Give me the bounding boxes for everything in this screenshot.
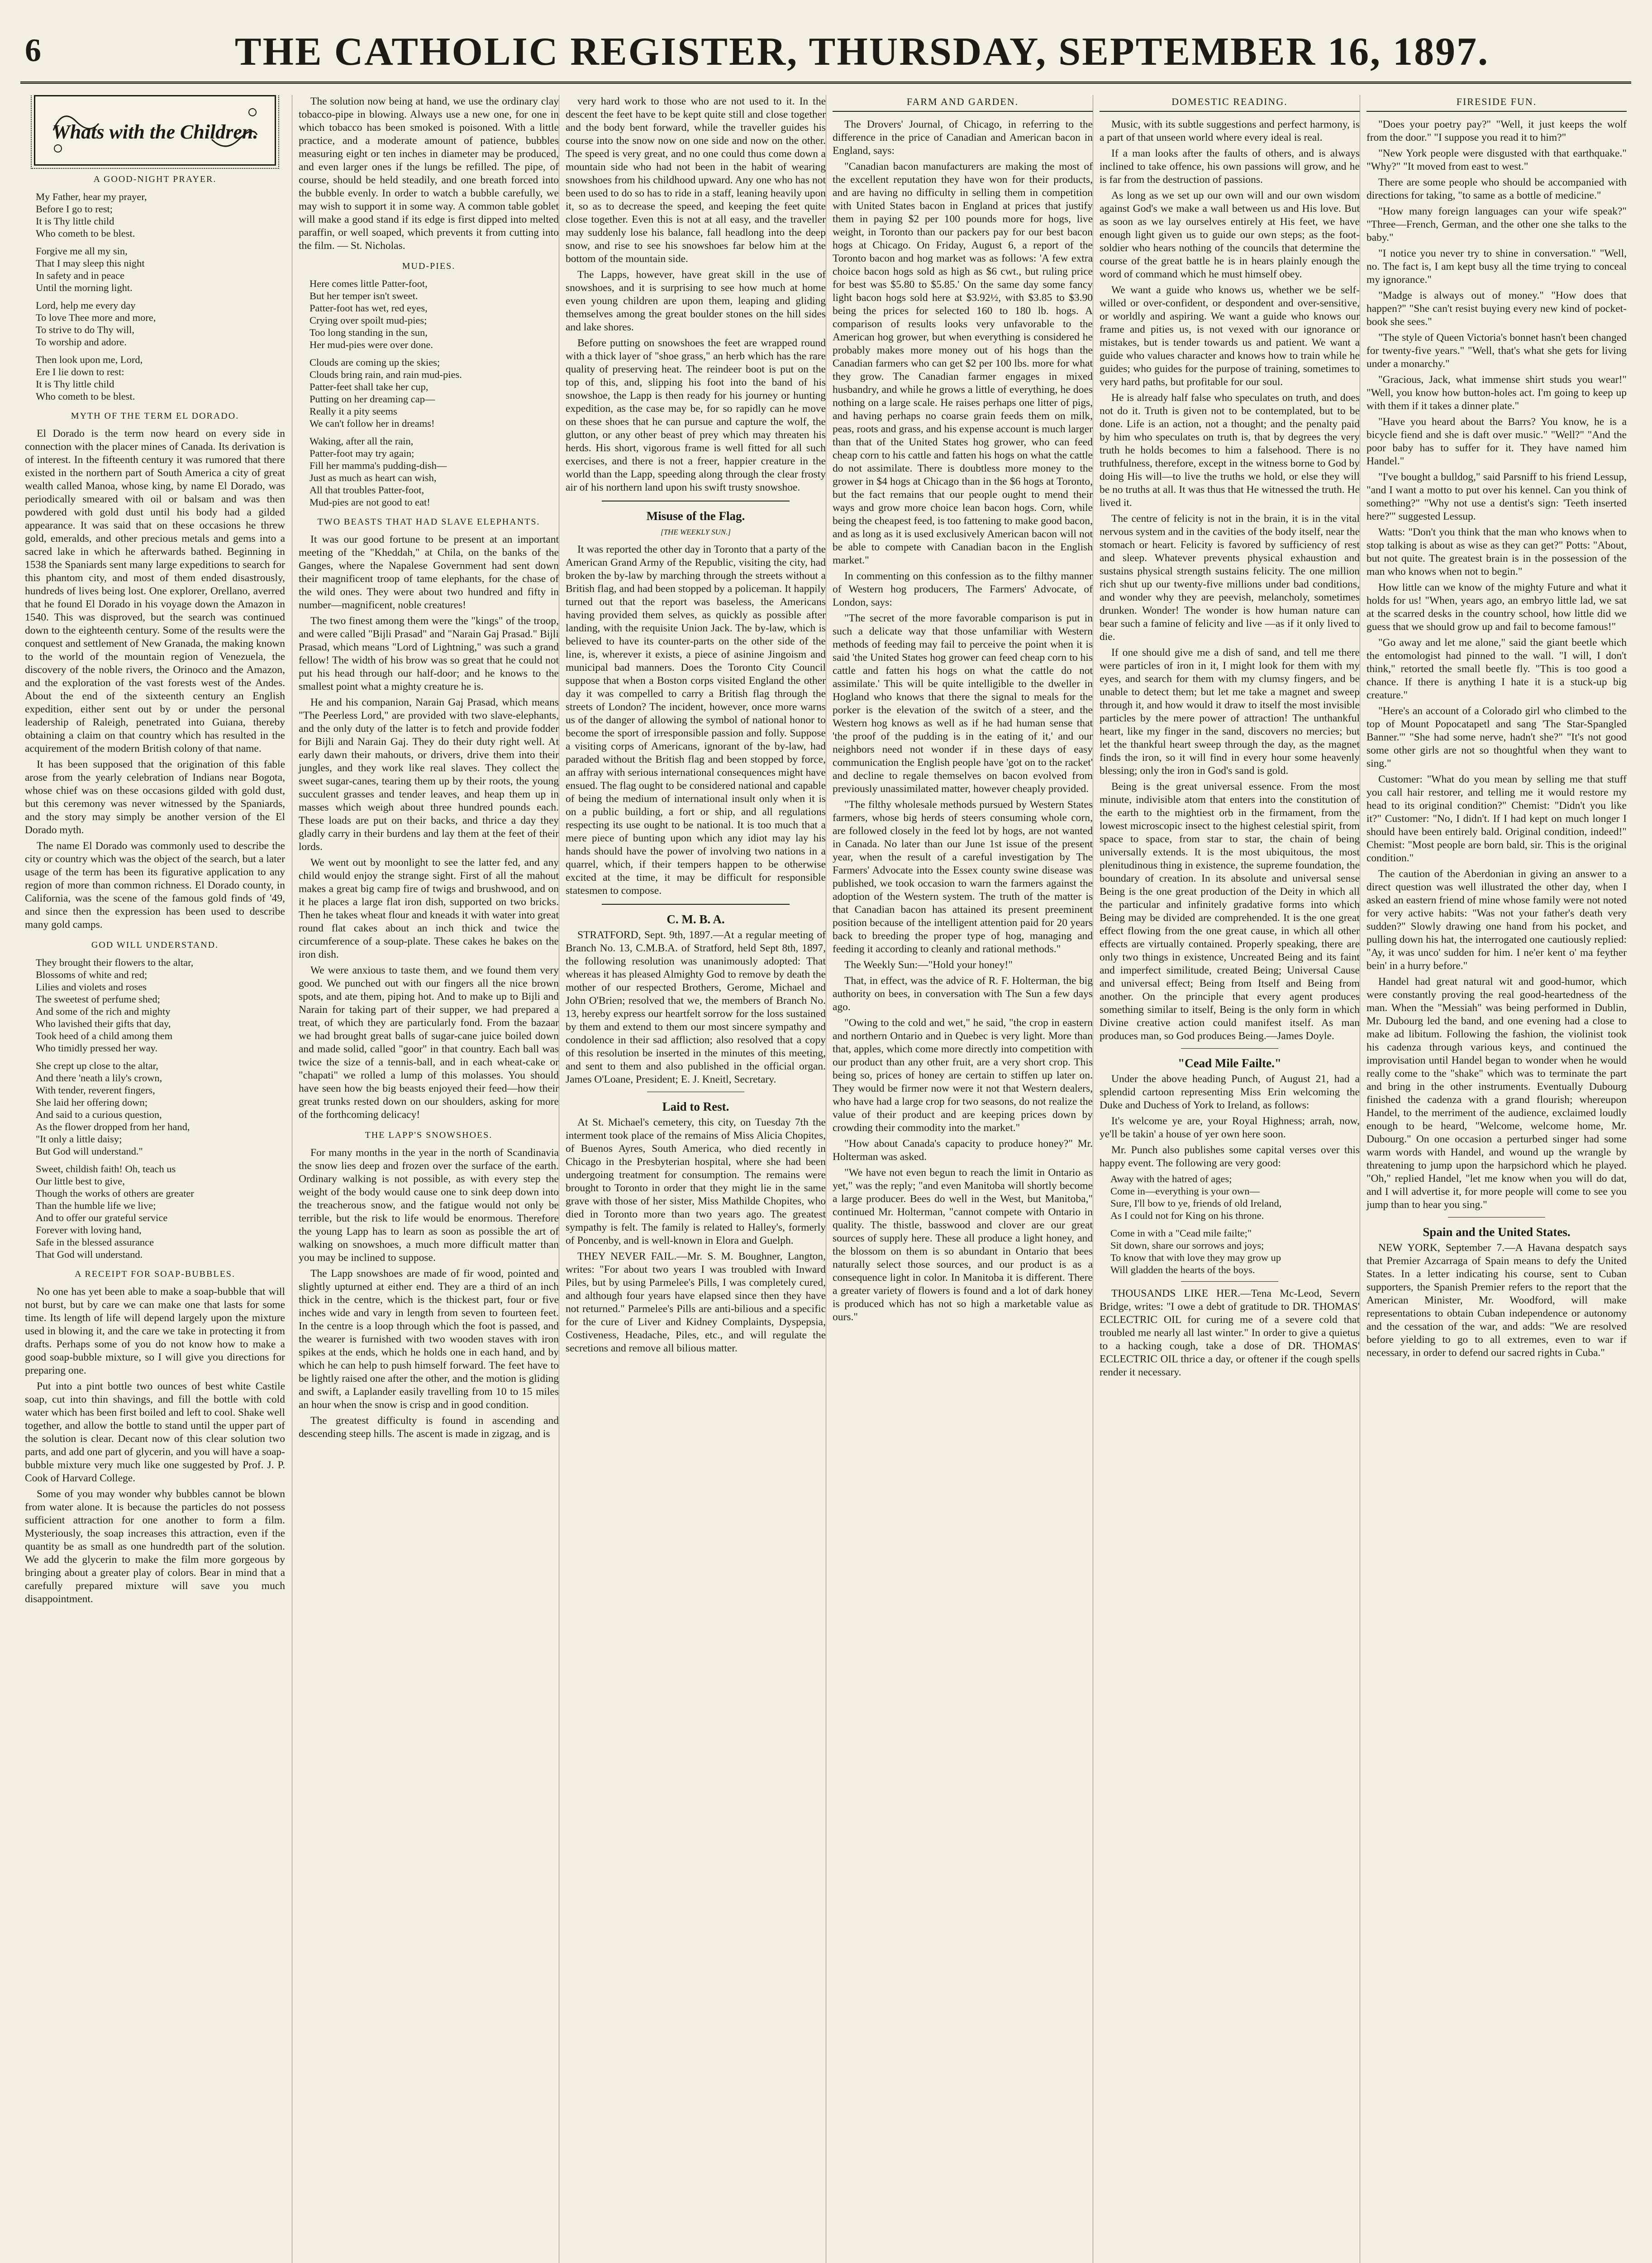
- paragraph: "Here's an account of a Colorado girl who climbed to the top of Mount Popocatapetl and sang 'The Star-Spangled Banner.'" "She had some nerve, hadn't she?" "It's not good some other girls are not so thoughtful when they want to sing.": [1366, 705, 1627, 769]
- paragraph: "Have you heard about the Barrs? You know, he is a bicycle fiend and she is daft over music." "Well?" "And the poor baby has to suffer for it. They have named him Handel.": [1366, 416, 1627, 467]
- paragraph: El Dorado is the term now heard on every side in connection with the placer mines of Canada. Its derivation is of interest. In the fifteenth century it was rumored that there existed in the northern part of South America a city of great wealth called Manoa, whose king, by name El Dorado, was periodically smeared with oil or balsam and was then powdered with gold dust until his body had a gilded appearance. It was said that on these occasions he threw gold, emeralds, and other precious metals and gems into a sacred lake in which he afterwards bathed. Beginning in 1538 the Spaniards sent many large expeditions to search for this phantom city, and most of them ended disastrously, hundreds of lives being lost. One explorer, Orellano, averred that he found El Dorado in his voyage down the Amazon in 1540. This was disproved, but the search was continued down to the eighteenth century. Some of the results were the conquest and settlement of New Granada, the making known to the world of the mountain region of Venezuela, the discovery of the noble rivers, the Orinoco and the Amazon, and the exploration of the vast forests west of the Andes. About the end of the sixteenth century an English expedition, either sent out by or under the personal leadership of Raleigh, penetrated into Guiana, thereby obtaining a claim on that country which has resulted in the acquirement of the modern British colony of that name.: [25, 428, 285, 754]
- elephants-article: [299, 533, 559, 1122]
- god-understand-poem: [25, 956, 285, 1260]
- fireside-fun-article: [1366, 118, 1627, 1212]
- soap-bubbles-article: [25, 1285, 285, 1606]
- poem-stanza: Clouds are coming up the skies; Clouds bring rain, and rain mud-pies. Patter-feet shall take her cup, Putting on her dreaming cap— Really it a pity seems We can't follow her in dreams!: [309, 357, 462, 429]
- paragraph: "Madge is always out of money." "How does that happen?" "She can't resist buying every new kind of pocket-book she sees.": [1366, 290, 1627, 328]
- paragraph: Under the above heading Punch, of August 21, had a splendid cartoon representing Miss Erin welcoming the Duke and Duchess of York to Ireland, as follows:: [1100, 1073, 1360, 1111]
- paragraph: Handel had great natural wit and good-humor, which were constantly proving the real good-heartedness of the man. When the "Messiah" was being performed in Dublin, Mr. Dubourg led the band, and one evening had a close to make ad libitum. Following the fashion, the violinist took his cadenza through various keys, and continued the improvisation until Handel began to wonder when he would really come to the "shake" which was to terminate the part and bring in the other instruments. Eventually Dubourg finished the cadenza with a grand flourish; whereupon Handel, to the merriment of the audience, exclaimed loudly enough to be heard, "Welcome, welcome home, Mr. Dubourg." On one occasion a perturbed singer had some warm words with Handel, and wound up the wrangle by threatening to jump upon the harpsichord which he played. "Oh," replied Handel, "let me know when you will do dat, and I will advertise it, for more people will come to see you jump than to hear you sing.": [1366, 976, 1627, 1211]
- paragraph: "I notice you never try to shine in conversation." "Well, no. The fact is, I am kept busy all the time trying to conceal my ignorance.": [1366, 248, 1627, 286]
- paragraph: The centre of felicity is not in the brain, it is in the vital nervous system and in the cavities of the body itself, near the stomach or heart. Felicity is favored by sufficiency of rest and sleep. Whatever prevents physical exhaustion and sustains physical strength sustains felicity. The one million rich shut up our twenty-five millions under bad conditions, and wonder why they are peevish, melancholy, sometimes drunken. Wonder! The wonder is how human nature can bear such a famine of felicity and live —as if it only lived to die.: [1100, 513, 1360, 643]
- paragraph: The two finest among them were the "kings" of the troop, and were called "Bijli Prasad" and "Narain Gaj Prasad." Bijli Prasad, which means "Lord of Lightning," was such a grand fellow! The width of his brow was so great that he could not put his head through our half-door; and he knows to the smallest point what a mighty creature he is.: [299, 615, 559, 692]
- paragraph: That, in effect, was the advice of R. F. Holterman, the big authority on bees, in conversation with The Sun a few days ago.: [833, 975, 1093, 1013]
- paragraph: If one should give me a dish of sand, and tell me there were particles of iron in it, I might look for them with my eyes, and search for them with my clumsy fingers, and be unable to detect them; but let me take a magnet and sweep through it, and how would it draw to itself the most invisible particles by the mere power of attraction! The unthankful heart, like my finger in the sand, discovers no mercies; but let the thankful heart sweep through the day, as the magnet finds the iron, so it will find in every hour some heavenly blessing; only the iron in God's sand is gold.: [1100, 647, 1360, 777]
- paragraph: "How many foreign languages can your wife speak?" "Three—French, German, and the other one she talks to the baby.": [1366, 205, 1627, 243]
- ceadmile-heading: "Cead Mile Failte.": [1178, 1056, 1281, 1070]
- paragraph: The Lapps, however, have great skill in the use of snowshoes, and it is surprising to see how much at home even young children are upon them, leaping and gliding themselves among the great boulder stones on the hill sides and lake shores.: [566, 269, 826, 333]
- paragraph: He and his companion, Narain Gaj Prasad, which means "The Peerless Lord," are provided with two slave-elephants, and the only duty of the latter is to fetch and provide fodder for Bijli and Narain Gaj. They do their duty right well. At early dawn their mahouts, or drivers, drive them into their jungles, and they work like real slaves. They collect the sweet sugar-canes, tearing them up by their roots, the young succulent grasses and tender leaves, and heap them up in masses which weigh about three hundred pounds each. These loads are put on their backs, and thrice a day they gladly carry in their burdens and lay them at the feet of their lords.: [299, 697, 559, 853]
- paragraph: The Lapp snowshoes are made of fir wood, pointed and slightly upturned at either end. They are a third of an inch thick in the centre, which is the thickest part, four or five inches wide and vary in length from seven to fourteen feet. In the centre is a loop through which the foot is passed, and the wearer is furnished with two wooden staves with iron spikes at the ends, which he holds one in each hand, and by which he can help to push himself forward. The feet have to be lightly raised one after the other, and the motion is gliding and swift, a Laplander easily travelling from 10 to 15 miles an hour when the snow is crisp and in good condition.: [299, 1268, 559, 1411]
- paragraph: "Owing to the cold and wet," he said, "the crop in eastern and northern Ontario and in Quebec is very light. More than that, apples, which come more directly into competition with our product than any other fruit, are a very short crop. This being so, prices of honey are certain to stiffen up later on. They would be firmer now were it not that Western dealers, who have had a large crop for two seasons, do not realize the value of their product and are keeping prices down by crowding their commodity into the market.": [833, 1017, 1093, 1134]
- paragraph: Watts: "Don't you think that the man who knows when to stop talking is about as wise as they can get?" Potts: "About, but not quite. The greatest brain is in the possession of the man who knows when not to begin.": [1366, 526, 1627, 578]
- soap-bubbles-heading: A RECEIPT FOR SOAP-BUBBLES.: [75, 1269, 235, 1279]
- soap-bubbles-continued: [299, 95, 559, 253]
- paragraph: How little can we know of the mighty Future and what it holds for us! "When, years ago, an embryo little lad, we sat at the scarred desks in the country school, how little did we guess that we should grow up and fail to become famous!": [1366, 582, 1627, 633]
- cmba-article: [566, 929, 826, 1086]
- paragraph: The solution now being at hand, we use the ordinary clay tobacco-pipe in blowing. Always use a new one, for one in which tobacco has been smoked is poisoned. With a little practice, and a moderate amount of patience, bubbles measuring eight or ten inches in diameter may be produced, and even larger ones if the lungs be refilled. The pipe, of course, should be held steadily, and one breath forced into the bubble evenly. In order to watch a bubble carefully, we may wish to support it in some way. A common table goblet will make a good stand if its edge is first dipped into melted paraffin, or well soaped, which prevents it from cutting into the film. — St. Nicholas.: [299, 95, 559, 252]
- paragraph: "Does your poetry pay?" "Well, it just keeps the wolf from the door." "I suppose you read it to him?": [1366, 119, 1627, 143]
- section-divider: [602, 904, 790, 905]
- paragraph: "We have not even begun to reach the limit in Ontario as yet," was the reply; "and even Manitoba will shortly become a large producer. Bees do well in the West, but Manitoba," continued Mr. Holterman, "cannot compete with Ontario in quality. The thistle, basswood and clover are our great sources of supply here. These all produce a light honey, and the blossom on them is so abundant in Ontario that bees naturally select those sources, and our product is as a consequence light in color. In Manitoba it is different. There a greater variety of flowers is found and a lot of dark honey is produced which has not so high a marketable value as ours.": [833, 1167, 1093, 1323]
- section-divider: [1181, 1048, 1278, 1049]
- page-number: 6: [25, 32, 41, 68]
- paragraph: Being is the great universal essence. From the most minute, indivisible atom that enters into the constitution of the earth to the mightiest orb in the firmament, from the lowest microscopic insect to the highest celestial spirit, from space to space, from star to star, the chain of being universally extends. It is the most ubiquitous, the most plenitudinous thing in existence, the supreme foundation, the boundary of creation. In its absolute and universal sense Being is the one great production of the Deity in which all the particular and infinitely gradative forms into which Being may be divided are comprehended. It is the one great effect flowing from the one great cause, in which all other effects are virtually contained. Properly speaking, there are only two things in existence, Uncreated Being and its faint and imperfect similitude, created Being; Universal Cause and universal effect; Being from Itself and Being from another. On the principle that every agent produces something similar to itself, Being is the only form in which Divine creative action could manifest itself. As man produces man, so God produces Being.—James Doyle.: [1100, 781, 1360, 1042]
- domestic-reading-heading: DOMESTIC READING.: [1100, 95, 1360, 112]
- poem-stanza: Come in with a "Cead mile failte;" Sit down, share our sorrows and joys; To know that with love they may grow up Will gladden the hearts of the boys.: [1110, 1227, 1281, 1275]
- paragraph: The Drovers' Journal, of Chicago, in referring to the difference in the price of Canadian and American bacon in England, says:: [833, 119, 1093, 157]
- paragraph: As long as we set up our own will and our own wisdom against God's we make a wall between us and His love. But as soon as we lay ourselves entirely at His feet, we have enough light given us to guide our own steps; as the foot-soldier who hears nothing of the councils that determine the course of the great battle he is in hears plainly enough the word of command which he must himself obey.: [1100, 190, 1360, 280]
- ceadmile-verses: [1100, 1173, 1360, 1276]
- farm-garden-heading: FARM AND GARDEN.: [833, 95, 1093, 112]
- paragraph: The greatest difficulty is found in ascending and descending steep hills. The ascent is made in zigzag, and is: [299, 1415, 559, 1440]
- poem-stanza: Sweet, childish faith! Oh, teach us Our little best to give, Though the works of others are greater Than the humble life we live; And to offer our grateful service Forever with loving hand, Safe in the blessed assurance That God will understand.: [36, 1163, 194, 1260]
- poem-stanza: My Father, hear my prayer, Before I go to rest; It is Thy little child Who cometh to be blest.: [36, 191, 147, 239]
- snowshoes-article: [299, 1146, 559, 1441]
- poem-stanza: Forgive me all my sin, That I may sleep this night In safety and in peace Until the morning light.: [36, 245, 145, 293]
- prayer-heading: A GOOD-NIGHT PRAYER.: [93, 174, 217, 184]
- column-1: [25, 95, 285, 2263]
- column-3: [559, 95, 826, 2263]
- eldorado-heading: MYTH OF THE TERM EL DORADO.: [71, 411, 239, 421]
- paragraph: It has been supposed that the origination of this fable arose from the yearly celebration of Indians near Bogota, whose chief was on these occasions gilded with gold dust, but this ceremony was never witnessed by the Spaniards, and the story may simply be another version of the El Dorado myth.: [25, 759, 285, 836]
- paragraph: The caution of the Aberdonian in giving an answer to a direct question was well illustrated the other day, when I asked an eastern friend of mine whose family were not noted for very active habits: "Was not your father's death very sudden?" Slowly drawing one hand from his pocket, and pulling down his hat, the interrogated one cautiously replied: "Ay, it was unco' sudden for him. I ne'er kent o' ma feyther bein' in a hurry before.": [1366, 868, 1627, 972]
- poem-stanza: Here comes little Patter-foot, But her temper isn't sweet. Patter-foot has wet, red eyes, Crying over spoilt mud-pies; Too long standing in the sun, Her mud-pies were over done.: [309, 278, 433, 350]
- thomas-oil-advertisement: THOUSANDS LIKE HER.—Tena Mc-Leod, Severn Bridge, writes: "I owe a debt of gratitude to DR. THOMAS' ECLECTRIC OIL for curing me of a severe cold that troubled me nearly all last winter." In order to give a quietus to a hacking cough, take a dose of DR. THOMAS' ECLECTRIC OIL thrice a day, or oftener if the cough spells render it necessary.: [1100, 1288, 1360, 1378]
- paragraph: "Go away and let me alone," said the giant beetle which the entomologist had pinned to the wall. "I will, I don't think," retorted the small beetle fly. "This is too good a chance. If there is anything I hate it is a stuck-up big creature.": [1366, 637, 1627, 701]
- newspaper-title: THE CATHOLIC REGISTER, THURSDAY, SEPTEMBER 16, 1897.: [234, 30, 1490, 74]
- paragraph: There are some people who should be accompanied with directions for taking, "to same as a bottle of medicine.": [1366, 177, 1627, 201]
- laid-to-rest-heading: Laid to Rest.: [662, 1100, 729, 1113]
- snowshoes-continued: [566, 95, 826, 494]
- paragraph: very hard work to those who are not used to it. In the descent the feet have to be kept quite still and close together and the body bent forward, while the traveller guides his course into the snow now on one side and now on the other. The speed is very great, and no one could thus come down a mountain side who had not been in the habit of wearing snowshoes from his childhood upward. Any one who has not been used to do so has to ride in a staff, leaning heavily upon it, so as to decrease the speed, and keeping the feet quite close together. Even this is not at all easy, and the traveller may suddenly lose his balance, fall headlong into the deep snow, and rise to see his snowshoes far below him at the bottom of the mountain side.: [566, 95, 826, 265]
- paragraph: "The style of Queen Victoria's bonnet hasn't been changed for twenty-five years." "Well, that's what she gets for living under a monarchy.": [1366, 332, 1627, 370]
- spain-article: [1366, 1241, 1627, 1360]
- poem-stanza: Lord, help me every day To love Thee more and more, To strive to do Thy will, To worship and adore.: [36, 300, 156, 348]
- paragraph: "Canadian bacon manufacturers are making the most of the excellent reputation they have won for their products, and are having no difficulty in selling them in competition with United States bacon in England at prices that justify them in paying $2 per 100 pounds more for hogs, live weight, in Toronto than our packers pay for our best bacon hogs at Chicago. On Friday, August 6, a report of the Toronto bacon and hog market was as follows: 'A few extra choice bacon hogs sold as high as $6 cwt., but ruling price for best was $5.80 to $5.85.' On the same day some fancy light bacon hogs sold here at $3.92½, with $3.85 to $3.90 being the prices for selected 160 to 180 lb. hogs. A comparison of results looks very unfavorable to the American hog grower, but when everything is considered he probably makes more money out of his hogs than the Canadian farmers who can get $2 per 100 lbs. more for what they grow. The Canadian farmer engages in mixed husbandry, and while he grows a little of everything, he does nothing on a large scale. He raises perhaps one litter of pigs, and having perhaps no coarse grain feeds them on milk, peas, roots and grass, and his expense account is much larger than that of the United States hog grower, who can feed cheap corn to his cattle and fatten his hogs on what the cattle do not assimilate. There is doubtless more money to the grower in $4 hogs at Chicago than in the $6 hogs at Toronto, but the fact remains that our people ought to mend their ways and grow more choice lean bacon hogs. Corn, while being the cheapest feed, is too fattening to make good bacon, and as long as it is used exclusively American bacon will not be able to compete with Canadian bacon in the English market.": [833, 161, 1093, 566]
- domestic-reading-article: [1100, 118, 1360, 1043]
- paragraph: He is already half false who speculates on truth, and does not do it. Truth is given not to be contemplated, but to be done. Life is an action, not a thought; and the penalty paid by him who speculates on truth is, that by degrees the very truth he holds becomes to him a falsehood. There is no truthfulness, therefore, except in the witness borne to God by doing His will—to live the truths we hold, or else they will be no truths at all. It was thus that He witnessed the truth. He lived it.: [1100, 392, 1360, 509]
- poem-stanza: Away with the hatred of ages; Come in—everything is your own— Sure, I'll bow to ye, friends of old Ireland, As I could not for King on his throne.: [1110, 1173, 1282, 1221]
- paragraph: "I've bought a bulldog," said Parsniff to his friend Lessup, "and I want a motto to put over his kennel. Can you think of something?" "Why not use a dentist's sign: 'Teeth inserted here?'" suggested Lessup.: [1366, 471, 1627, 522]
- mud-pies-heading: MUD-PIES.: [402, 261, 456, 271]
- children-banner-text: Whats with the Children.: [52, 121, 258, 143]
- paragraph: THEY NEVER FAIL.—Mr. S. M. Boughner, Langton, writes: "For about two years I was troubled with Inward Piles, but by using Parmelee's Pills, I was completely cured, and although four years have elapsed since then they have not returned." Parmelee's Pills are anti-bilious and a specific for the cure of Liver and Kidney Complaints, Dyspepsia, Costiveness, Headache, Piles, etc., and will regulate the secretions and remove all bilious matter.: [566, 1251, 826, 1354]
- paragraph: No one has yet been able to make a soap-bubble that will not burst, but by care we can make one that lasts for some time. Its length of life will depend largely upon the mixture used in blowing it, and the care we take in protecting it from drafts. Perhaps some of you do not know how to make a good soap-bubble mixture, so I will give you directions for preparing one.: [25, 1286, 285, 1376]
- farm-garden-article: [833, 118, 1093, 1324]
- ceadmile-article: [1100, 1073, 1360, 1170]
- poem-stanza: Waking, after all the rain, Patter-foot may try again; Fill her mamma's pudding-dish— Just as much as heart can wish, All that troubles Patter-foot, Mud-pies are not good to eat!: [309, 435, 447, 508]
- paragraph: We went out by moonlight to see the latter fed, and any child would enjoy the strange sight. First of all the mahout makes a great big camp fire of twigs and brushwood, and on it he places a large flat iron dish, supported on two bricks. Then he takes wheat flour and kneads it with water into great round flat cakes about an inch thick and twice the circumference of a soup-plate. These cakes he bakes on the iron dish.: [299, 857, 559, 960]
- flag-article: [566, 543, 826, 898]
- paragraph: Put into a pint bottle two ounces of best white Castile soap, cut into thin shavings, and fill the bottle with cold water which has been first boiled and left to cool. Shake well together, and allow the bottle to stand until the upper part of the solution is clear. Decant now of this clear solution two parts, and add one part of glycerin, and you will have a soap-bubble mixture very much like one suggested by Prof. J. P. Cook of Harvard College.: [25, 1380, 285, 1484]
- poem-stanza: They brought their flowers to the altar, Blossoms of white and red; Lilies and violets and roses The sweetest of perfume shed; And some of the rich and mighty Who lavished their gifts that day, Took heed of a child among them Who timidly pressed her way.: [36, 957, 194, 1054]
- column-2: [292, 95, 559, 2263]
- god-understand-heading: GOD WILL UNDERSTAND.: [91, 940, 219, 950]
- paragraph: For many months in the year in the north of Scandinavia the snow lies deep and frozen over the surface of the earth. Ordinary walking is not possible, as with every step the weight of the body would cause one to sink deep down into the treacherous snow, and the fatigue would not only be terrible, but the risk to life would be enormous. Therefore the young Lapp has to learn as soon as possible the art of walking on snowshoes, a much more difficult matter than you may be inclined to suppose.: [299, 1147, 559, 1264]
- children-banner: [34, 95, 276, 166]
- paragraph: "How about Canada's capacity to produce honey?" Mr. Holterman was asked.: [833, 1138, 1093, 1163]
- fireside-fun-heading: FIRESIDE FUN.: [1366, 95, 1627, 112]
- paragraph: It was our good fortune to be present at an important meeting of the "Kheddah," at Chila, on the banks of the Ganges, where the Napalese Government had sent down their magnificent troop of tame elephants, for the chase of the wild ones. They were about two hundred and fifty in number—magnificent, noble creatures!: [299, 534, 559, 611]
- paragraph: "New York people were disgusted with that earthquake." "Why?" "It moved from east to west.": [1366, 148, 1627, 172]
- spain-heading: Spain and the United States.: [1423, 1225, 1571, 1239]
- masthead: [20, 23, 1631, 84]
- paragraph: The name El Dorado was commonly used to describe the city or country which was the object of the search, but a later usage of the term has been its figurative application to any region of more than common richness. El Dorado county, in California, was the scene of the famous gold finds of '49, and since then the expression has been used to describe many gold camps.: [25, 840, 285, 931]
- paragraph: We were anxious to taste them, and we found them very good. We punched out with our fingers all the nice brown spots, and ate them, piping hot. And to make up to Bijli and Narain for taking part of their supper, we had prepared a treat, of which they are particularly fond. From the bazaar we had brought great balls of sugar-cane juice boiled down and made solid, called "goor" in that country. Each ball was twice the size of a tennis-ball, and in each wheat-cake or "chapati" we rolled a lump of this molasses. You should have seen how the big beasts enjoyed their feed—how their great trunks rested down on our shoulders, asking for more of the forthcoming delicacy!: [299, 964, 559, 1121]
- flag-source: [THE WEEKLY SUN.]: [660, 528, 731, 536]
- paragraph: NEW YORK, September 7.—A Havana despatch says that Premier Azcarraga of Spain means to defy the United States. In a letter indicating his course, sent to Cuban supporters, the Spanish Premier refers to the report that the American Minister, Mr. Woodford, will make representations to obtain Cuban independence or autonomy and the cessation of the war, and adds: "We are resolved before yielding to go to all extremes, even to war if necessary, in order to defend our sacred rights in Cuba.": [1366, 1242, 1627, 1359]
- laid-to-rest-article: [566, 1116, 826, 1355]
- elephants-heading: TWO BEASTS THAT HAD SLAVE ELEPHANTS.: [317, 517, 540, 527]
- paragraph: STRATFORD, Sept. 9th, 1897.—At a regular meeting of Branch No. 13, C.M.B.A. of Stratford, held Sept 8th, 1897, the following resolution was unanimously adopted: That whereas it has pleased Almighty God to remove by death the mother of our respected Brothers, Gerome, Michael and John O'Brien; resolved that we, the members of Branch No. 13, hereby express our heartfelt sorrow for the loss sustained by them and extend to them our most sincere sympathy and condolence in their sad affliction; also resolved that a copy of this resolution be inserted in the minutes of this meeting, and sent to them and also published in the official organ. James O'Loane, President; E. J. Kneitl, Secretary.: [566, 929, 826, 1085]
- paragraph: It's welcome ye are, your Royal Highness; arrah, now, ye'll be takin' a house of yer own here soon.: [1100, 1115, 1360, 1140]
- paragraph: "The secret of the more favorable comparison is put in such a delicate way that those unfamiliar with Western methods of feeding may fail to perceive the point when it is said 'the United States hog grower can feed cheap corn to his cattle and fatten his hogs on what the cattle do not assimilate.' This will be quite intelligible to the dweller in Hogland who knows that there the signal to meals for the porker is the elevation of the switch of a steer, and the Western hog knows as well as if he had human sense that 'the proof of the pudding is in the eating of it,' and our neighbors need not wonder if in these days of easy communication the English people have 'got on to the racket' and decline to regale themselves on bacon evolved from previously unassimilated matter, however cheaply provided.: [833, 612, 1093, 795]
- column-6: [1360, 95, 1627, 2263]
- paragraph: We want a guide who knows us, whether we be self-willed or over-confident, or despondent and over-sensitive, or worldly and aspiring. We want a guide who knows our frame and pities us, is not vexed with our ignorance or mistakes, but is tender towards us and patient. We want a guide who values character and knows how to train while he guides; who guides for the purpose of training, sometimes to very hard paths, but profitable for our soul.: [1100, 284, 1360, 388]
- flag-heading: Misuse of the Flag.: [646, 509, 745, 523]
- poem-stanza: She crept up close to the altar, And there 'neath a lily's crown, With tender, reverent fingers, She laid her offering down; And said to a curious question, As the flower dropped from her hand, "It only a little daisy; But God will understand.": [36, 1060, 190, 1157]
- column-4: [826, 95, 1093, 2263]
- snowshoes-heading: THE LAPP'S SNOWSHOES.: [365, 1130, 493, 1140]
- prayer-poem: [25, 191, 285, 402]
- mud-pies-poem: [299, 277, 559, 508]
- paragraph: The Weekly Sun:—"Hold your honey!": [844, 959, 1013, 971]
- poem-stanza: Then look upon me, Lord, Ere I lie down to rest: It is Thy little child Who cometh to be blest.: [36, 354, 143, 402]
- paragraph: If a man looks after the faults of others, and is always inclined to take offence, his own passions will grow, and he is far from the destruction of passions.: [1100, 148, 1360, 186]
- paragraph: Before putting on snowshoes the feet are wrapped round with a thick layer of "shoe grass," an herb which has the rare quality of preserving heat. The reindeer boot is put on the top of this, and, slipping his foot into the band of his snowshoe, the Lapp is then ready for his journey or hunting expedition, as the case may be, for so rapidly can he move on these shoes that he can pursue and capture the wolf, the glutton, or any other beast of prey which may threaten his herds. His short, vigorous frame is well fitted for all such exercises, and there is not a freer, happier creature in the world than the Lapp, speeding along through the clear frosty air of his northern land upon his swift trusty snowshoe.: [566, 337, 826, 493]
- paragraph: Customer: "What do you mean by selling me that stuff you call hair restorer, and telling me it would restore my head to its original condition?" Chemist: "Didn't you like it?" Customer: "No, I didn't. If I had kept on much longer I should have been entirely bald. Original condition, indeed!" Chemist: "Most people are born bald, sir. This is the original condition.": [1366, 773, 1627, 864]
- eldorado-article: [25, 427, 285, 931]
- paragraph: At St. Michael's cemetery, this city, on Tuesday 7th the interment took place of the remains of Miss Alicia Chopites, of Buenos Ayres, South America, who died recently in Chicago in the Presbyterian hospital, where she had been undergoing treatment for consumption. The remains were brought to Toronto in order that they might lie in the same grave with those of her sister, Miss Mathilde Chopites, who died in Toronto more than two years ago. The greatest sympathy is felt. The family is related to Halley's, formerly of Poncenby, and is well-known in Elora and Guelph.: [566, 1117, 826, 1246]
- children-banner-art: [49, 103, 262, 158]
- newspaper-columns: [25, 95, 1629, 2263]
- paragraph: In commenting on this confession as to the filthy manner of Western hog producers, The Farmers' Advocate, of London, says:: [833, 570, 1093, 608]
- paragraph: "The filthy wholesale methods pursued by Western States farmers, whose big herds of steers consuming whole corn, are followed closely in the feed lot by hogs, are not wanted in Canada. No later than our June 1st issue of the present year, when the result of a careful investigation by The Farmers' Advocate into the Essex county swine disease was published, we took occasion to warn the farmers against the adoption of the Western system. The truth of the matter is that Canadian bacon has attained its present preeminent position because of the intelligent attention paid for 20 years back to breeding the proper type of hog, managing and feeding it according to cleanly and rational methods.": [833, 799, 1093, 955]
- paragraph: Some of you may wonder why bubbles cannot be blown from water alone. It is because the particles do not possess sufficient attraction for one another to form a film. Mysteriously, the soap increases this attraction, even if the quantity be as small as one hundredth part of the solution. We add the glycerin to make the film more gorgeous by bringing about a greater play of colors. Bear in mind that a carefully prepared mixture will save you much disappointment.: [25, 1488, 285, 1605]
- cmba-heading: C. M. B. A.: [667, 912, 725, 926]
- paragraph: "Gracious, Jack, what immense shirt studs you wear!" "Well, you know how button-holes act. I'm going to keep up with them if it takes a dinner plate.": [1366, 374, 1627, 412]
- paragraph: Mr. Punch also publishes some capital verses over this happy event. The following are very good:: [1100, 1144, 1360, 1169]
- paragraph: It was reported the other day in Toronto that a party of the American Grand Army of the Republic, visiting the city, had broken the by-law by marching through the streets without a British flag, and had been stopped by a policeman. It happily turned out that the report was baseless, the Americans having provided them selves, as quickly as possible after landing, with the requisite Union Jack. The by-law, which is believed to have its counter-parts on the other side of the line, is, wherever it exists, a piece of asinine Jingoism and municipal bad manners. Does the Toronto City Council suppose that when a Boston corps visited England the other day it was compelled to carry a British flag through the streets of London? The incident, however, once more warns us of the danger of allowing the symbol of national honor to become the sport of irresponsible passion and folly. Suppose a visiting corps of Americans, ignorant of the by-law, had paraded without the British flag and been stopped by force, an affray with serious international consequences might have ensued. The flag ought to be considered national and capable of being the medium of international insult only when it is on a public building, a fort or ship, and all regulations respecting its use ought to be national. It is too much that a mere piece of bunting upon which any idiot may lay his hands should have the power of involving two nations in a quarrel, which, if their tempers happen to be otherwise excited at the time, it may be difficult for responsible statesmen to compose.: [566, 544, 826, 897]
- section-divider: [1181, 1281, 1278, 1282]
- column-5: [1093, 95, 1360, 2263]
- paragraph: Music, with its subtle suggestions and perfect harmony, is a part of that unseen world where every ideal is real.: [1100, 119, 1360, 143]
